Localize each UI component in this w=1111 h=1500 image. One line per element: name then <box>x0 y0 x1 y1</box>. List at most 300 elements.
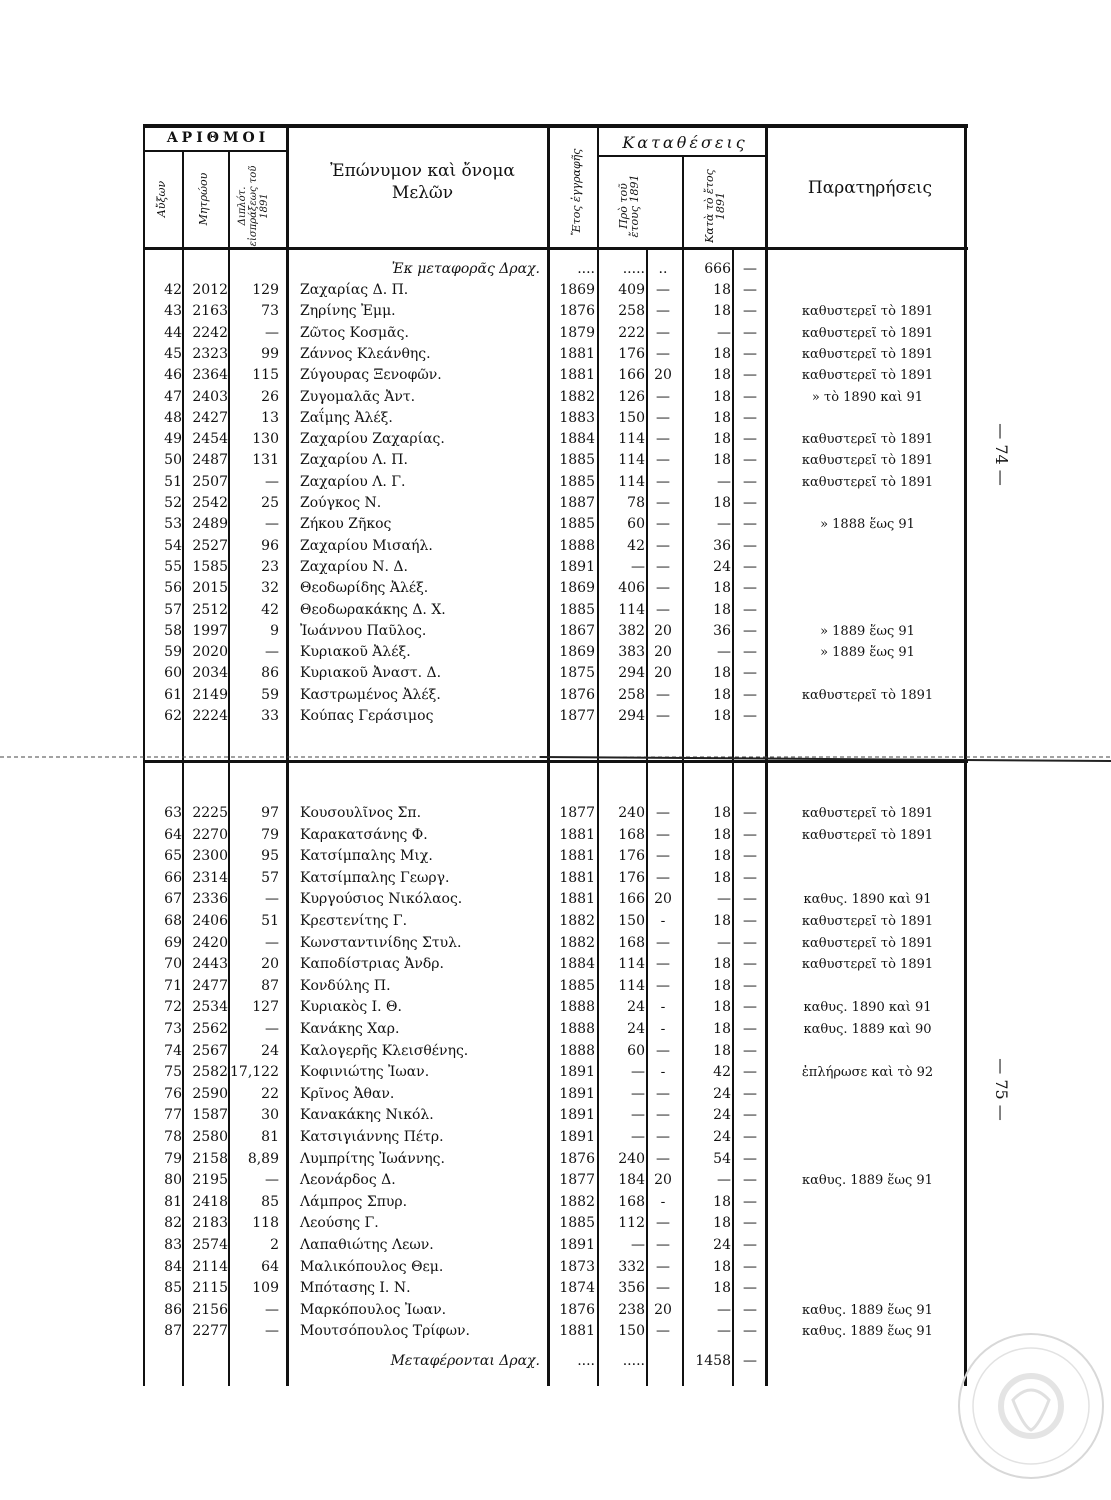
pro-tou-header: Πρὸ τοῦ ἔτους 1891 <box>617 174 641 238</box>
deposit-during-lepta-cell: — <box>743 665 757 682</box>
deposit-during-lepta-cell: — <box>743 303 757 320</box>
deposit-before-lepta-cell: — <box>656 580 670 597</box>
aukson-cell: 62 <box>164 708 182 724</box>
deposit-during-lepta-cell: — <box>743 1107 757 1124</box>
aukson-header: Αὔξων <box>155 180 168 218</box>
table-top-border-second <box>143 760 968 763</box>
deposit-during-cell: 18 <box>713 282 731 298</box>
aukson-cell: 63 <box>164 805 182 821</box>
deposit-during-cell: 18 <box>713 452 731 469</box>
mitrwou-cell: 2580 <box>192 1129 228 1145</box>
deposit-during-lepta-cell: — <box>743 869 757 886</box>
member-name-cell: Καστρωμένος Ἀλέξ. <box>300 686 441 703</box>
year-cell: 1881 <box>559 848 595 865</box>
carry-in-dots: .... <box>577 261 595 277</box>
diplotypa-cell: 25 <box>261 495 279 511</box>
table-row <box>0 301 1111 322</box>
aukson-cell: 56 <box>164 580 182 597</box>
member-name-cell: Ζηρίνης Ἐμμ. <box>300 303 396 320</box>
diplotypa-cell: 22 <box>261 1085 279 1102</box>
deposit-during-cell: 18 <box>713 1042 731 1059</box>
deposit-before-cell: 184 <box>618 1172 645 1189</box>
deposit-before-lepta-cell: — <box>656 934 670 951</box>
deposit-before-cell: 176 <box>618 345 645 362</box>
year-cell: 1881 <box>559 367 595 384</box>
mitrwou-cell: 2590 <box>192 1085 228 1102</box>
mitrwou-cell: 2562 <box>192 1021 228 1037</box>
aukson-cell: 75 <box>164 1064 182 1081</box>
mitrwou-cell: 2156 <box>192 1301 228 1318</box>
deposit-before-cell: 168 <box>618 1193 645 1210</box>
diplotypa-cell: — <box>265 891 279 908</box>
year-cell: 1891 <box>559 1107 595 1124</box>
aukson-cell: 77 <box>164 1107 182 1124</box>
aukson-cell: 53 <box>164 516 182 533</box>
deposit-during-lepta-cell: — <box>743 388 757 405</box>
deposit-before-cell: — <box>631 1085 645 1102</box>
member-name-cell: Μουτσόπουλος Τρίφων. <box>300 1323 470 1340</box>
year-cell: 1877 <box>559 1172 595 1189</box>
deposit-before-lepta-cell: — <box>656 495 670 511</box>
year-cell: 1877 <box>559 805 595 821</box>
year-cell: 1881 <box>559 869 595 886</box>
deposit-during-cell: 18 <box>713 409 731 426</box>
member-name-cell: Καρακατσάνης Φ. <box>300 826 428 843</box>
member-name-cell: Κατσιγιάννης Πέτρ. <box>300 1129 444 1145</box>
year-cell: 1888 <box>559 1042 595 1059</box>
deposit-during-cell: 18 <box>713 1258 731 1275</box>
aukson-cell: 67 <box>164 891 182 908</box>
deposit-before-cell: 356 <box>618 1280 645 1297</box>
note-cell: καθυστερεῖ τὸ 1891 <box>801 957 934 973</box>
note-cell: καθυστερεῖ τὸ 1891 <box>801 806 934 821</box>
diplotypa-cell: 17,122 <box>230 1064 279 1081</box>
diplotypa-cell: 79 <box>261 826 279 843</box>
table-row <box>0 933 1111 954</box>
note-cell: καθυστερεῖ τὸ 1891 <box>801 827 934 843</box>
member-name-cell: Ζαχαρίας Δ. Π. <box>300 282 409 298</box>
deposit-during-cell: — <box>717 473 731 490</box>
member-name-cell: Ἰωάννου Παῦλος. <box>300 622 427 639</box>
diplotypa-cell: — <box>265 644 279 661</box>
deposit-during-lepta-cell: — <box>743 891 757 908</box>
note-cell: καθυστερεῖ τὸ 1891 <box>801 325 934 341</box>
aukson-cell: 58 <box>164 622 182 639</box>
deposit-before-cell: 24 <box>627 999 645 1016</box>
deposit-during-lepta-cell: — <box>743 1085 757 1102</box>
deposit-during-cell: 18 <box>713 1280 731 1297</box>
diplotypa-cell: 95 <box>261 848 279 865</box>
header-divider <box>143 150 288 152</box>
mitrwou-cell: 2034 <box>192 665 228 682</box>
aukson-cell: 54 <box>164 537 182 554</box>
year-cell: 1888 <box>559 1021 595 1037</box>
carry-out-dots: ..... <box>622 1353 645 1369</box>
diplotypa-cell: 8,89 <box>247 1150 279 1167</box>
deposit-before-cell: 240 <box>618 805 645 821</box>
table-row <box>0 1041 1111 1062</box>
deposit-before-cell: 382 <box>618 622 645 639</box>
year-cell: 1885 <box>559 977 595 994</box>
note-cell: ἐπλήρωσε καὶ τὸ 92 <box>801 1065 934 1081</box>
note-cell: καθυστερεῖ τὸ 1891 <box>801 432 934 448</box>
mitrwou-cell: 2149 <box>192 686 228 703</box>
member-name-cell: Κρεστενίτης Γ. <box>300 913 408 929</box>
mitrwou-cell: 2477 <box>192 977 228 994</box>
deposit-during-cell: 18 <box>713 805 731 821</box>
deposit-during-lepta-cell: — <box>743 1064 757 1081</box>
deposit-during-lepta-cell: — <box>743 345 757 362</box>
diplotypa-cell: 85 <box>261 1193 279 1210</box>
carry-in-row <box>0 259 1111 280</box>
year-cell: 1885 <box>559 601 595 618</box>
deposit-during-lepta-cell: — <box>743 1280 757 1297</box>
mitrwou-cell: 2487 <box>192 452 228 469</box>
deposit-before-cell: — <box>631 1107 645 1124</box>
aukson-cell: 49 <box>164 431 182 448</box>
deposit-during-lepta-cell: — <box>743 409 757 426</box>
deposit-before-lepta-cell: — <box>656 1323 670 1340</box>
note-cell: καθυς. 1889 καὶ 90 <box>803 1022 932 1037</box>
table-row <box>0 706 1111 727</box>
deposit-before-lepta-cell: - <box>660 1021 666 1037</box>
diplotypa-cell: 64 <box>261 1258 279 1275</box>
diplotypa-cell: — <box>265 934 279 951</box>
diplotypa-cell: 59 <box>261 686 279 703</box>
aukson-cell: 47 <box>164 388 182 405</box>
aukson-cell: 87 <box>164 1323 182 1340</box>
member-name-cell: Κούπας Γεράσιμος <box>300 708 434 724</box>
diplotypa-cell: 42 <box>261 601 279 618</box>
table-row <box>0 557 1111 578</box>
arithmoi-header: ΑΡΙΘΜΟΙ <box>166 130 270 146</box>
year-cell: 1869 <box>559 644 595 661</box>
table-row <box>0 1235 1111 1256</box>
deposit-during-lepta-cell: — <box>743 580 757 597</box>
deposit-before-lepta-cell: — <box>656 1085 670 1102</box>
deposit-before-cell: — <box>631 1237 645 1253</box>
table-row <box>0 1192 1111 1213</box>
deposit-before-lepta-cell: - <box>660 1064 666 1081</box>
table-row <box>0 825 1111 846</box>
deposit-before-lepta-cell: — <box>656 1258 670 1275</box>
aukson-cell: 65 <box>164 848 182 865</box>
mitrwou-cell: 2015 <box>192 580 228 597</box>
deposit-during-cell: — <box>717 644 731 661</box>
deposit-during-cell: 18 <box>713 999 731 1016</box>
deposit-during-lepta-cell: — <box>743 826 757 843</box>
deposit-before-cell: 24 <box>627 1021 645 1037</box>
year-cell: 1888 <box>559 999 595 1016</box>
mitrwou-cell: 2403 <box>192 388 228 405</box>
note-cell: καθυς. 1890 καὶ 91 <box>803 892 932 908</box>
katatheseis-header: Καταθέσεις <box>622 133 748 152</box>
deposit-before-cell: 409 <box>618 282 645 298</box>
table-row <box>0 1019 1111 1040</box>
deposit-during-cell: 24 <box>713 558 731 575</box>
member-name-cell: Κωνσταντινίδης Στυλ. <box>300 934 462 951</box>
member-name-cell: Κυριακοῦ Ἀλέξ. <box>300 644 411 661</box>
deposit-during-cell: 24 <box>713 1107 731 1124</box>
year-cell: 1881 <box>559 826 595 843</box>
deposit-during-cell: 18 <box>713 431 731 448</box>
deposit-during-lepta-cell: — <box>743 1237 757 1253</box>
diplotypa-cell: 87 <box>261 977 279 994</box>
carry-out-dots: .... <box>577 1353 595 1369</box>
aukson-cell: 80 <box>164 1172 182 1189</box>
deposit-during-lepta-cell: — <box>743 367 757 384</box>
deposit-before-cell: 60 <box>627 1042 645 1059</box>
deposit-before-cell: 166 <box>618 367 645 384</box>
member-name-cell: Ζῶτος Κοσμᾶς. <box>300 324 409 341</box>
deposit-before-cell: 114 <box>618 473 645 490</box>
deposit-before-cell: 112 <box>618 1215 645 1232</box>
diplotypa-cell: 118 <box>252 1215 279 1232</box>
mitrwou-cell: 2454 <box>192 431 228 448</box>
table-row <box>0 323 1111 344</box>
mitrwou-cell: 2195 <box>192 1172 228 1189</box>
deposit-during-lepta-cell: — <box>743 431 757 448</box>
diplotypa-cell: 57 <box>261 869 279 886</box>
mitrwou-cell: 2158 <box>192 1150 228 1167</box>
carry-out-dash: — <box>743 1353 757 1369</box>
deposit-before-lepta-cell: — <box>656 388 670 405</box>
deposit-during-cell: 54 <box>713 1150 731 1167</box>
member-name-cell: Ζάννος Κλεάνθης. <box>300 345 431 362</box>
member-name-cell: Λυμπρίτης Ἰωάννης. <box>300 1150 445 1167</box>
aukson-cell: 70 <box>164 956 182 973</box>
deposit-during-cell: 36 <box>713 537 731 554</box>
mitrwou-cell: 2420 <box>192 934 228 951</box>
deposit-before-lepta-cell: — <box>656 708 670 724</box>
deposit-during-cell: 18 <box>713 495 731 511</box>
deposit-before-cell: 406 <box>618 580 645 597</box>
table-row <box>0 1170 1111 1191</box>
table-row <box>0 472 1111 493</box>
deposit-before-cell: 258 <box>618 686 645 703</box>
year-cell: 1875 <box>559 665 595 682</box>
deposit-during-cell: 18 <box>713 345 731 362</box>
member-name-cell: Λεούσης Γ. <box>300 1215 379 1232</box>
mitrwou-cell: 2300 <box>192 848 228 865</box>
deposit-before-cell: 332 <box>618 1258 645 1275</box>
year-cell: 1884 <box>559 956 595 973</box>
aukson-cell: 52 <box>164 495 182 511</box>
deposit-during-lepta-cell: — <box>743 558 757 575</box>
diplotypa-cell: 2 <box>270 1237 279 1253</box>
mitrwou-cell: 2364 <box>192 367 228 384</box>
deposit-during-cell: 24 <box>713 1085 731 1102</box>
member-name-cell: Ζούγκος Ν. <box>300 495 382 511</box>
carry-out-label: Μεταφέρονται Δραχ. <box>390 1353 540 1369</box>
year-cell: 1885 <box>559 452 595 469</box>
deposit-during-cell: 18 <box>713 601 731 618</box>
year-cell: 1876 <box>559 1150 595 1167</box>
deposit-before-lepta-cell: 20 <box>654 622 672 639</box>
member-name-cell: Θεοδωρίδης Ἀλέξ. <box>300 580 429 597</box>
diplotypa-cell: 131 <box>252 452 279 469</box>
member-name-cell: Λεονάρδος Δ. <box>300 1172 396 1189</box>
member-name-cell: Μπότασης Ι. Ν. <box>300 1280 411 1297</box>
deposit-during-cell: 18 <box>713 1193 731 1210</box>
diplotypa-cell: 81 <box>261 1129 279 1145</box>
deposit-during-lepta-cell: — <box>743 848 757 865</box>
mitrwou-cell: 2542 <box>192 495 228 511</box>
mitrwou-cell: 2183 <box>192 1215 228 1232</box>
deposit-during-lepta-cell: — <box>743 999 757 1016</box>
table-row <box>0 280 1111 301</box>
deposit-before-cell: 114 <box>618 431 645 448</box>
deposit-during-lepta-cell: — <box>743 1021 757 1037</box>
carry-in-dots: ..... <box>622 261 645 277</box>
note-cell: » τὸ 1890 καὶ 91 <box>811 389 924 405</box>
table-row <box>0 408 1111 429</box>
deposit-before-lepta-cell: — <box>656 601 670 618</box>
member-name-cell: Ζύγουρας Ξενοφῶν. <box>300 367 442 384</box>
member-name-cell: Καποδίστριας Ἀνδρ. <box>300 956 444 973</box>
deposit-before-lepta-cell: — <box>656 452 670 469</box>
mitrwou-cell: 2012 <box>192 282 228 298</box>
year-cell: 1881 <box>559 891 595 908</box>
mitrwou-header: Μητρώου <box>197 172 210 226</box>
table-row <box>0 514 1111 535</box>
deposit-before-cell: 78 <box>627 495 645 511</box>
year-cell: 1882 <box>559 1193 595 1210</box>
member-name-cell: Κουσουλῖνος Σπ. <box>300 805 422 821</box>
mitrwou-cell: 2114 <box>192 1258 228 1275</box>
table-row <box>0 536 1111 557</box>
mitrwou-cell: 2314 <box>192 869 228 886</box>
table-row <box>0 578 1111 599</box>
mitrwou-cell: 2277 <box>192 1323 228 1340</box>
deposit-before-lepta-cell: — <box>656 431 670 448</box>
year-cell: 1885 <box>559 516 595 533</box>
table-row <box>0 1105 1111 1126</box>
deposit-during-lepta-cell: — <box>743 956 757 973</box>
diplotypa-cell: 97 <box>261 805 279 821</box>
deposit-before-cell: 238 <box>618 1301 645 1318</box>
aukson-cell: 79 <box>164 1150 182 1167</box>
table-row <box>0 621 1111 642</box>
member-name-cell: Κατσίμπαλης Γεωργ. <box>300 869 450 886</box>
carry-in-dots: .. <box>658 261 668 277</box>
member-name-cell: Ζαχαρίου Λ. Π. <box>300 452 408 469</box>
member-name-cell: Κυριακοῦ Ἀναστ. Δ. <box>300 665 442 682</box>
year-cell: 1869 <box>559 282 595 298</box>
year-cell: 1867 <box>559 622 595 639</box>
note-cell: καθυς. 1889 ἕως 91 <box>802 1302 933 1318</box>
table-row <box>0 1213 1111 1234</box>
deposit-during-lepta-cell: — <box>743 1301 757 1318</box>
year-cell: 1883 <box>559 409 595 426</box>
note-cell: » 1889 ἕως 91 <box>820 645 915 661</box>
deposit-during-lepta-cell: — <box>743 934 757 951</box>
note-cell: » 1888 ἕως 91 <box>820 517 915 533</box>
mitrwou-cell: 2527 <box>192 537 228 554</box>
deposit-before-cell: 176 <box>618 848 645 865</box>
aukson-cell: 55 <box>164 558 182 575</box>
deposit-during-lepta-cell: — <box>743 1215 757 1232</box>
aukson-cell: 44 <box>164 324 182 341</box>
deposit-during-cell: — <box>717 934 731 951</box>
table-row <box>0 846 1111 867</box>
diplotypa-cell: 24 <box>261 1042 279 1059</box>
aukson-cell: 78 <box>164 1129 182 1145</box>
year-cell: 1887 <box>559 495 595 511</box>
member-name-cell: Κανακάκης Νικόλ. <box>300 1107 434 1124</box>
year-cell: 1874 <box>559 1280 595 1297</box>
deposit-during-cell: 18 <box>713 686 731 703</box>
deposit-before-lepta-cell: 20 <box>654 644 672 661</box>
aukson-cell: 61 <box>164 686 182 703</box>
deposit-during-cell: 18 <box>713 367 731 384</box>
deposit-before-lepta-cell: — <box>656 537 670 554</box>
deposit-during-cell: — <box>717 891 731 908</box>
deposit-during-lepta-cell: — <box>743 622 757 639</box>
deposit-before-cell: 150 <box>618 913 645 929</box>
aukson-cell: 46 <box>164 367 182 384</box>
deposit-during-cell: 24 <box>713 1129 731 1145</box>
diplotypa-cell: — <box>265 1172 279 1189</box>
note-cell: καθυς. 1890 καὶ 91 <box>803 1000 932 1016</box>
deposit-before-cell: 258 <box>618 303 645 320</box>
diplotypa-cell: — <box>265 324 279 341</box>
note-cell: καθυς. 1889 ἕως 91 <box>802 1324 933 1340</box>
member-name-cell: Λάμπρος Σπυρ. <box>300 1193 408 1210</box>
member-name-cell: Ζαχαρίου Ν. Δ. <box>300 558 408 575</box>
table-row <box>0 450 1111 471</box>
member-name-cell: Ζαΐμης Ἀλέξ. <box>300 409 393 426</box>
deposit-during-cell: 36 <box>713 622 731 639</box>
deposit-before-cell: 168 <box>618 934 645 951</box>
deposit-during-lepta-cell: — <box>743 805 757 821</box>
mitrwou-cell: 1997 <box>192 622 228 639</box>
deposit-before-cell: 150 <box>618 1323 645 1340</box>
note-cell: καθυστερεῖ τὸ 1891 <box>801 687 934 703</box>
table-row <box>0 1300 1111 1321</box>
deposit-before-cell: 114 <box>618 452 645 469</box>
aukson-cell: 57 <box>164 601 182 618</box>
diplotypa-cell: 130 <box>252 431 279 448</box>
table-row <box>0 976 1111 997</box>
deposit-before-lepta-cell: — <box>656 1215 670 1232</box>
member-name-cell: Ζαχαρίου Μισαήλ. <box>300 537 433 554</box>
mitrwou-cell: 2534 <box>192 999 228 1016</box>
table-row <box>0 1127 1111 1148</box>
year-cell: 1876 <box>559 303 595 320</box>
mitrwou-cell: 1585 <box>192 558 228 575</box>
deposit-before-lepta-cell: - <box>660 913 666 929</box>
deposit-before-lepta-cell: — <box>656 977 670 994</box>
note-cell: καθυστερεῖ τὸ 1891 <box>801 304 934 320</box>
diplotypa-cell: — <box>265 473 279 490</box>
deposit-before-lepta-cell: — <box>656 869 670 886</box>
deposit-during-cell: 18 <box>713 580 731 597</box>
deposit-during-cell: — <box>717 1301 731 1318</box>
deposit-before-lepta-cell: — <box>656 1107 670 1124</box>
deposit-before-cell: 294 <box>618 665 645 682</box>
deposit-during-lepta-cell: — <box>743 452 757 469</box>
deposit-during-cell: 42 <box>713 1064 731 1081</box>
diplotypa-cell: 30 <box>261 1107 279 1124</box>
deposit-during-cell: 18 <box>713 826 731 843</box>
member-name-cell: Θεοδωρακάκης Δ. Χ. <box>300 601 446 618</box>
mitrwou-cell: 2163 <box>192 303 228 320</box>
mitrwou-cell: 2225 <box>192 805 228 821</box>
note-cell: καθυστερεῖ τὸ 1891 <box>801 935 934 951</box>
aukson-cell: 64 <box>164 826 182 843</box>
deposit-before-lepta-cell: 20 <box>654 1172 672 1189</box>
